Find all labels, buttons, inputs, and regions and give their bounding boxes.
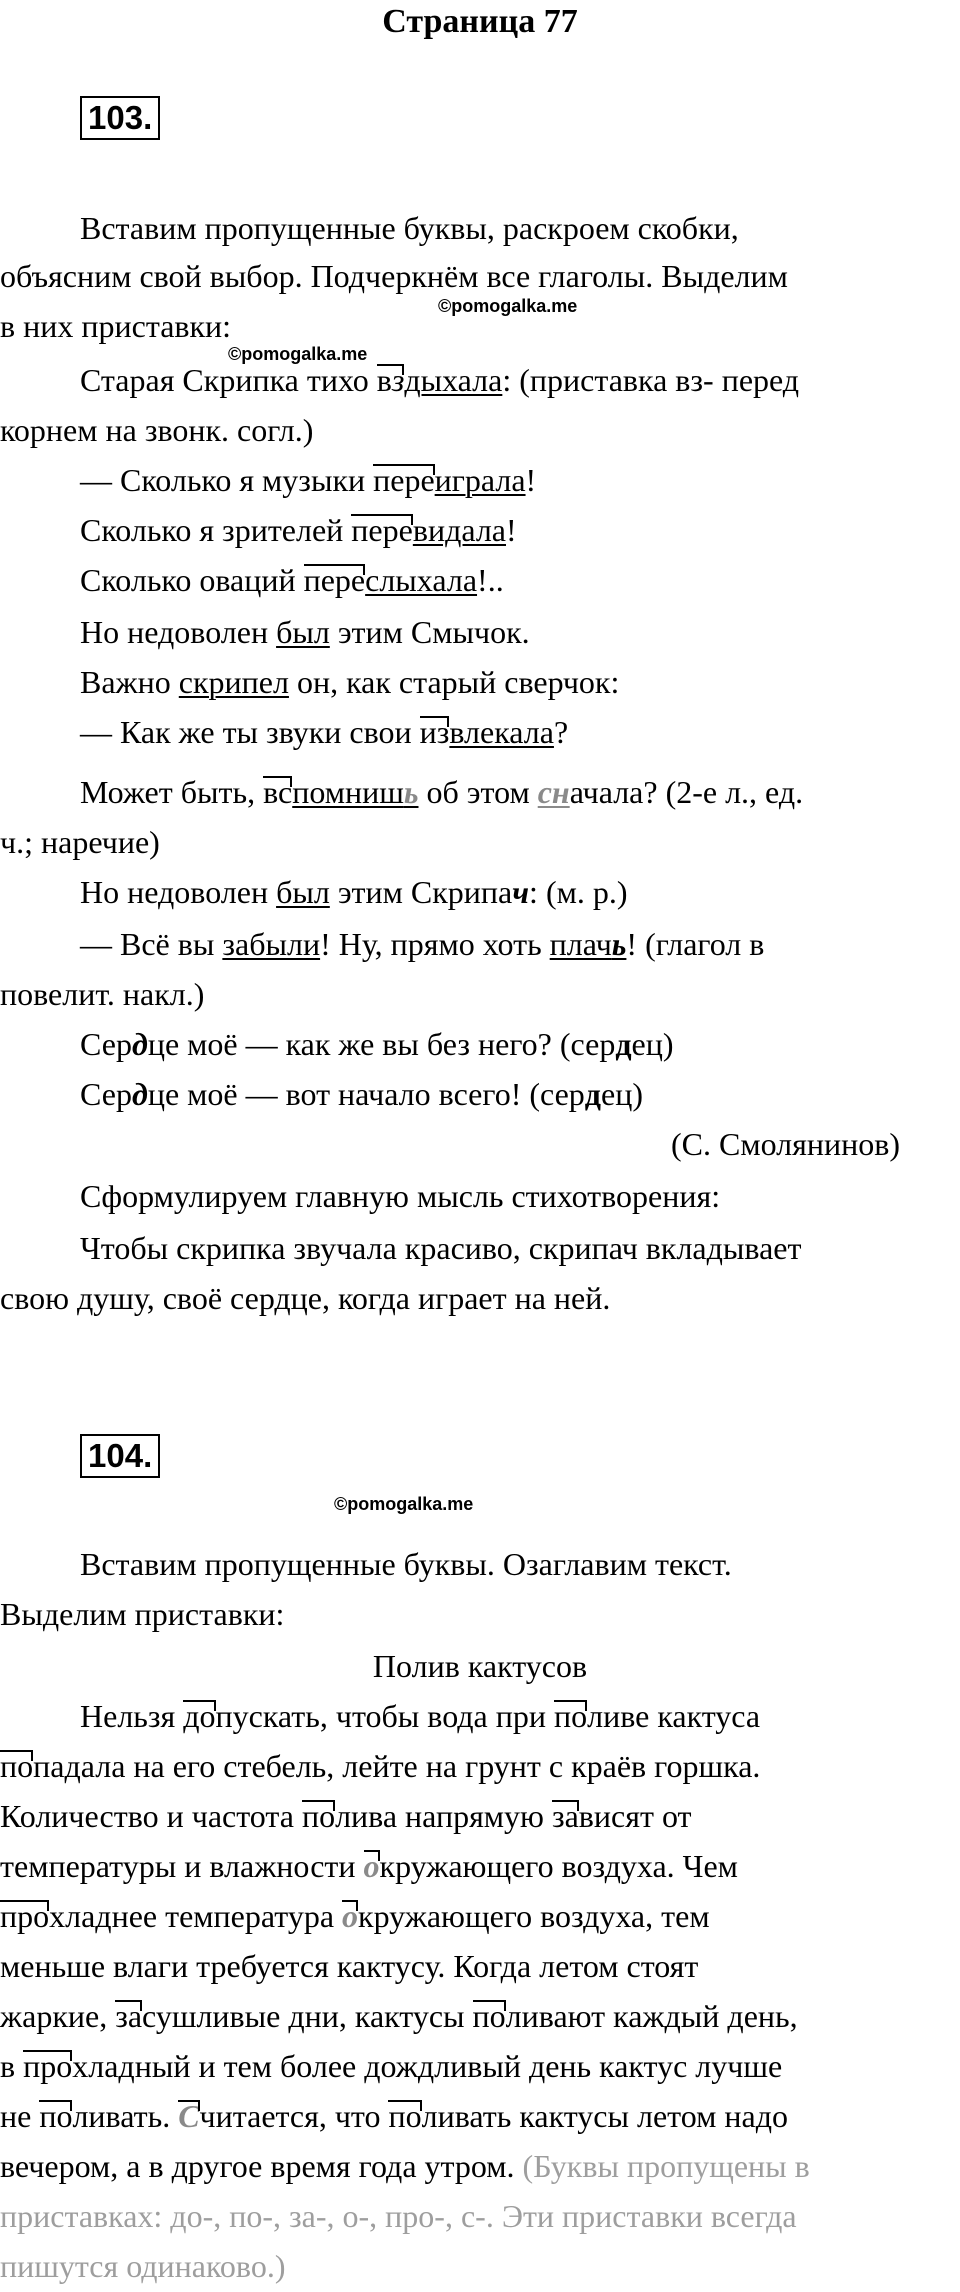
watermark: ©pomogalka.me [228,344,368,364]
poem-author: (С. Смолянинов) [671,1126,900,1162]
poem-line: Сердце моё — как же вы без него? (сердец) [80,1026,674,1062]
poem-line: Но недоволен был этим Смычок. [80,614,530,650]
prefix-mark: о [363,1848,380,1884]
prefix-mark: из [419,714,450,750]
task-103-intro-3: в них приставки: [0,308,232,344]
task-104-intro-2: Выделим приставки: [0,1596,285,1632]
task-103-text: Сформулируем главную мысль стихотворения: [80,1178,721,1214]
prefix-mark: по [301,1798,336,1834]
text-line: меньше влаги требуется кактусу. Когда летом стоят [0,1948,699,1984]
prefix-mark: за [551,1798,579,1834]
prefix-mark: по [554,1698,588,1734]
task-number: 104 [88,1437,144,1474]
text-line: Количество и частота полива напрямую зависят от [0,1798,692,1834]
prefix-mark: по [39,2098,73,2134]
poem-line: Но недоволен был этим Скрипач: (м. р.) [80,874,628,910]
prefix-mark: за [115,1998,143,2034]
prefix-mark: вз [376,362,405,398]
prefix-mark: пере [303,562,366,598]
prefix-mark: о [342,1898,359,1934]
text-line: жаркие, засушливые дни, кактусы поливают каждый день, [0,1998,798,2034]
poem-line: Важно скрипел он, как старый сверчок: [80,664,620,700]
task-dot: . [143,99,153,136]
task-dot: . [143,1437,153,1474]
poem-line: корнем на звонк. согл.) [0,412,314,448]
page-title: Страница 77 [382,3,578,40]
task-104-number [80,1434,160,1478]
poem-line: Старая Скрипка тихо вздыхала: (приставка вз- перед [80,362,800,398]
text-line: прохладнее температура окружающего воздуха, тем [0,1898,710,1934]
text-heading: Полив кактусов [372,1648,588,1684]
task-number: 103 [88,99,144,136]
watermark: ©pomogalka.me [438,296,578,316]
text-line: попадала на его стебель, лейте на грунт с краёв горшка. [0,1748,761,1784]
prefix-mark: по [0,1748,34,1784]
prefix-mark: про [23,2048,73,2084]
text-line: не поливать. Считается, что поливать кактусы летом надо [0,2098,788,2134]
task-104-intro-1: Вставим пропущенные буквы. Озаглавим текст. [80,1546,732,1582]
prefix-mark: пере [351,512,413,548]
prefix-mark: пере [373,462,435,498]
task-103-intro-2: объясним свой выбор. Подчеркнём все глаголы. Выделим [0,258,788,294]
poem-line: — Всё вы забыли! Ну, прямо хоть плачь! (глагол в [80,926,765,962]
prefix-mark: про [0,1898,50,1934]
poem-line: — Как же ты звуки свои извлекала? [80,714,569,750]
task-103-intro-1: Вставим пропущенные буквы, раскроем скобки, [80,210,739,246]
prefix-mark: по [388,2098,422,2134]
text-line-note: пишутся одинаково.) [0,2248,286,2284]
prefix-mark: вс [263,774,293,810]
prefix-mark: до [183,1698,216,1734]
prefix-mark: по [472,1998,506,2034]
text-line: температуры и влажности окружающего воздуха. Чем [0,1848,738,1884]
text-line: Нельзя допускать, чтобы вода при поливе кактуса [80,1698,761,1734]
poem-line: Сердце моё — вот начало всего! (сердец) [80,1076,643,1112]
poem-line: Может быть, вспомнишь об этом сначала? (2-е л., ед. [80,774,804,810]
prefix-mark: С [178,2098,200,2134]
poem-line: Сколько оваций переслыхала!.. [80,562,504,598]
poem-line: повелит. накл.) [0,976,205,1012]
text-line: вечером, а в другое время года утром. (Буквы пропущены в [0,2148,810,2184]
text-line: в прохладный и тем более дождливый день кактус лучше [0,2048,783,2084]
task-103-number [80,96,160,140]
task-103-text: Чтобы скрипка звучала красиво, скрипач вкладывает [80,1230,802,1266]
poem-line: — Сколько я музыки переиграла! [80,462,537,498]
watermark: ©pomogalka.me [334,1494,474,1514]
poem-line: Сколько я зрителей перевидала! [80,512,517,548]
text-line-note: приставках: до-, по-, за-, о-, про-, с-. Эти приставки всегда [0,2198,797,2234]
task-103-text: свою душу, своё сердце, когда играет на ней. [0,1280,611,1316]
poem-line: ч.; наречие) [0,824,160,860]
